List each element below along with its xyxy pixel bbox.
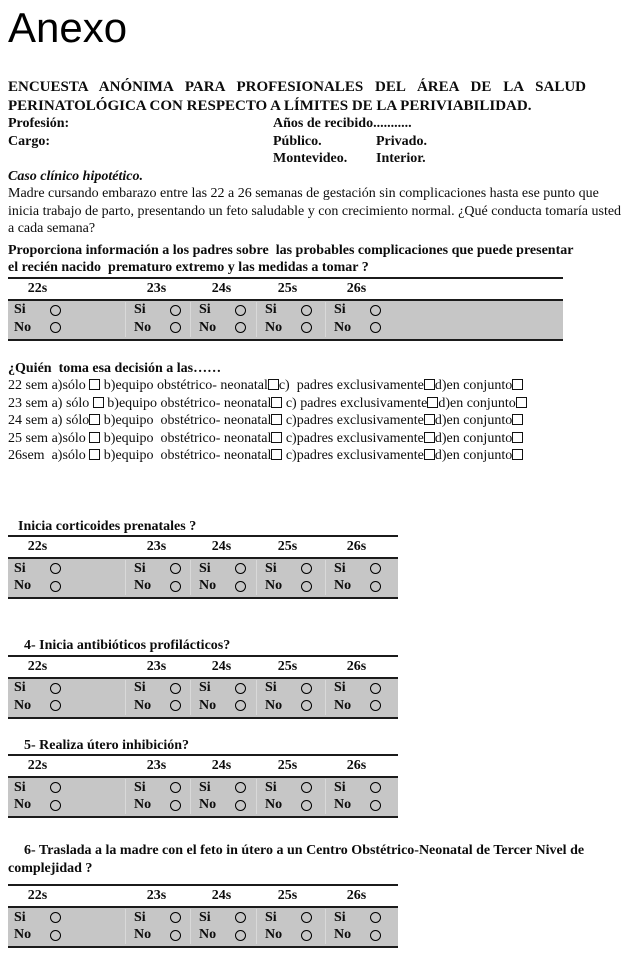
checkbox-icon[interactable]: [512, 414, 523, 425]
checkbox-icon[interactable]: [268, 379, 279, 390]
radio-icon[interactable]: [301, 782, 312, 793]
si-label: Si: [199, 560, 211, 576]
week-table-antibioticos: [8, 655, 398, 719]
cargo-label: Cargo:: [8, 133, 50, 149]
answer-band: [8, 299, 563, 341]
week-header-label: 25s: [277, 658, 298, 674]
option-d-label: d)en conjunto: [434, 448, 513, 463]
radio-icon[interactable]: [50, 782, 61, 793]
si-row: [8, 680, 398, 698]
option-c-label: c) padres exclusivamente: [282, 395, 428, 411]
radio-icon[interactable]: [301, 930, 312, 941]
si-label: Si: [265, 560, 277, 576]
radio-icon[interactable]: [301, 563, 312, 574]
option-d-label: d)en conjunto: [434, 378, 513, 393]
publico-option-label: Público.: [273, 133, 322, 149]
no-label: No: [265, 697, 283, 713]
si-label: Si: [199, 779, 211, 795]
radio-icon[interactable]: [235, 683, 246, 694]
no-row: [8, 697, 398, 715]
radio-icon[interactable]: [301, 700, 312, 711]
montevideo-option-label: Montevideo.: [273, 151, 348, 166]
week-table-header-row: [8, 886, 398, 906]
document-page: [8, 6, 620, 948]
si-label: Si: [14, 909, 26, 925]
profession-label: Profesión:: [8, 116, 70, 131]
checkbox-icon[interactable]: [424, 432, 435, 443]
week-table-header-row: [8, 537, 398, 557]
radio-icon[interactable]: [50, 912, 61, 923]
clinical-case-body: Madre cursando embarazo entre las 22 a 26 semanas de gestación sin complicaciones hasta ese punto que inicia trabajo de parto, presentando un feto saludable y con crecimiento normal. ¿Qué conducta tomaría usted a cada semana?: [8, 186, 622, 236]
week-header-label: 25s: [277, 888, 298, 903]
cargo-row: [8, 133, 620, 151]
week-header-label: 24s: [211, 758, 232, 773]
si-label: Si: [265, 680, 277, 696]
week-table-header-row: [8, 279, 563, 299]
option-d-label: d)en conjunto: [434, 430, 513, 446]
no-label: No: [334, 578, 352, 594]
si-label: Si: [334, 302, 346, 318]
no-label: No: [199, 578, 217, 594]
week-header-label: 23s: [146, 539, 167, 554]
checkbox-icon[interactable]: [424, 414, 435, 425]
option-c-label: c)padres exclusivamente: [282, 413, 424, 428]
option-c-label: c)padres exclusivamente: [282, 448, 424, 463]
no-row: [8, 927, 398, 945]
question-corticoides: Inicia corticoides prenatales ?: [18, 518, 197, 534]
no-label: No: [134, 697, 152, 713]
question-antibioticos: 4- Inicia antibióticos profilácticos?: [24, 638, 231, 653]
radio-icon[interactable]: [301, 305, 312, 316]
no-label: No: [334, 927, 352, 943]
si-label: Si: [14, 560, 26, 576]
profession-row: [8, 115, 620, 133]
si-label: Si: [334, 680, 346, 696]
survey-title: [8, 78, 586, 115]
radio-icon[interactable]: [50, 683, 61, 694]
week-label: 22 sem: [8, 378, 52, 393]
radio-icon[interactable]: [170, 322, 181, 333]
checkbox-icon[interactable]: [271, 414, 282, 425]
option-a-label: a) sólo: [51, 395, 93, 411]
si-label: Si: [334, 909, 346, 925]
interior-option-label: Interior.: [376, 151, 426, 166]
no-row: [8, 797, 398, 815]
si-label: Si: [134, 909, 146, 925]
no-label: No: [14, 578, 32, 594]
page-title: Anexo: [8, 4, 128, 51]
no-label: No: [14, 319, 32, 335]
week-header-label: 23s: [146, 658, 167, 674]
option-b-label: b)equipo obstétrico- neonatal: [100, 430, 272, 446]
checkbox-icon[interactable]: [89, 432, 100, 443]
radio-icon[interactable]: [370, 782, 381, 793]
decision-row-25: [8, 430, 620, 448]
no-row: [8, 319, 563, 337]
week-header-label: 24s: [211, 280, 232, 296]
answer-band: [8, 677, 398, 719]
no-label: No: [199, 319, 217, 335]
radio-icon[interactable]: [235, 305, 246, 316]
decision-heading: ¿Quién toma esa decisión a las……: [8, 360, 222, 376]
radio-icon[interactable]: [235, 563, 246, 574]
radio-icon[interactable]: [235, 322, 246, 333]
week-header-label: 25s: [277, 280, 298, 296]
radio-icon[interactable]: [170, 581, 181, 592]
no-label: No: [14, 697, 32, 713]
si-label: Si: [334, 779, 346, 795]
si-label: Si: [134, 779, 146, 795]
radio-icon[interactable]: [170, 912, 181, 923]
radio-icon[interactable]: [50, 800, 61, 811]
week-header-label: 26s: [346, 888, 367, 903]
no-label: No: [199, 697, 217, 713]
radio-icon[interactable]: [370, 800, 381, 811]
decision-row-26: [8, 447, 620, 465]
no-label: No: [334, 319, 352, 335]
no-label: No: [134, 319, 152, 335]
option-b-label: b)equipo obstétrico- neonatal: [100, 378, 268, 393]
week-header-label: 26s: [346, 658, 367, 674]
radio-icon[interactable]: [170, 800, 181, 811]
radio-icon[interactable]: [50, 305, 61, 316]
radio-icon[interactable]: [170, 782, 181, 793]
radio-icon[interactable]: [235, 700, 246, 711]
no-label: No: [334, 797, 352, 813]
option-d-label: d)en conjunto: [438, 395, 516, 411]
checkbox-icon[interactable]: [516, 397, 527, 408]
radio-icon[interactable]: [235, 581, 246, 592]
week-header-label: 25s: [277, 758, 298, 773]
si-label: Si: [199, 302, 211, 318]
si-label: Si: [14, 302, 26, 318]
checkbox-icon[interactable]: [427, 397, 438, 408]
week-label: 25 sem: [8, 430, 52, 446]
privado-option-label: Privado.: [376, 133, 427, 149]
week-header-label: 24s: [211, 539, 232, 554]
checkbox-icon[interactable]: [512, 432, 523, 443]
option-b-label: b)equipo obstétrico- neonatal: [103, 395, 272, 411]
radio-icon[interactable]: [235, 912, 246, 923]
week-header-label: 22s: [27, 539, 48, 554]
option-a-label: a) sólo: [51, 413, 90, 428]
option-a-label: a)sólo: [51, 430, 90, 446]
week-header-label: 26s: [346, 280, 367, 296]
radio-icon[interactable]: [235, 930, 246, 941]
no-label: No: [199, 927, 217, 943]
si-label: Si: [14, 779, 26, 795]
week-table-traslado: [8, 884, 398, 948]
radio-icon[interactable]: [370, 305, 381, 316]
checkbox-icon[interactable]: [424, 449, 435, 460]
week-header-label: 22s: [27, 888, 48, 903]
answer-band: [8, 776, 398, 818]
week-table-header-row: [8, 657, 398, 677]
radio-icon[interactable]: [370, 322, 381, 333]
week-table-corticoides: [8, 535, 398, 599]
no-label: No: [265, 319, 283, 335]
clinical-case-heading: Caso clínico hipotético.: [8, 168, 143, 184]
no-label: No: [14, 927, 32, 943]
radio-icon[interactable]: [301, 683, 312, 694]
radio-icon[interactable]: [50, 563, 61, 574]
radio-icon[interactable]: [301, 912, 312, 923]
option-b-label: b)equipo obstétrico- neonatal: [100, 413, 272, 428]
si-label: Si: [265, 302, 277, 318]
no-label: No: [265, 927, 283, 943]
si-label: Si: [265, 779, 277, 795]
years-received-label: Años de recibido...........: [273, 116, 412, 131]
week-table-info-padres: [8, 277, 563, 341]
si-row: [8, 560, 398, 578]
week-header-label: 23s: [146, 758, 167, 773]
week-label: 26sem: [8, 448, 52, 463]
answer-band: [8, 557, 398, 599]
week-label: 24 sem: [8, 413, 52, 428]
week-header-label: 23s: [146, 280, 167, 296]
radio-icon[interactable]: [170, 930, 181, 941]
no-label: No: [14, 797, 32, 813]
week-header-label: 24s: [211, 888, 232, 903]
option-b-label: b)equipo obstétrico- neonatal: [100, 448, 272, 463]
checkbox-icon[interactable]: [271, 432, 282, 443]
answer-band: [8, 906, 398, 948]
radio-icon[interactable]: [370, 683, 381, 694]
decision-row-22: [8, 377, 620, 395]
si-label: Si: [199, 680, 211, 696]
radio-icon[interactable]: [370, 930, 381, 941]
radio-icon[interactable]: [170, 700, 181, 711]
no-label: No: [265, 797, 283, 813]
radio-icon[interactable]: [170, 563, 181, 574]
radio-icon[interactable]: [370, 563, 381, 574]
no-label: No: [265, 578, 283, 594]
survey-title-line1: ENCUESTA ANÓNIMA PARA PROFESIONALES DEL ÁREA DE LA SALUD: [8, 79, 586, 95]
question-info-padres: Proporciona información a los padres sobre las probables complicaciones que puede presentar el recién nacido prematuro extremo y las medidas a tomar ?: [8, 242, 577, 275]
radio-icon[interactable]: [301, 322, 312, 333]
checkbox-icon[interactable]: [512, 449, 523, 460]
decision-row-23: [8, 395, 620, 413]
radio-icon[interactable]: [370, 912, 381, 923]
week-header-label: 26s: [346, 758, 367, 773]
week-header-label: 24s: [211, 658, 232, 674]
si-label: Si: [134, 680, 146, 696]
radio-icon[interactable]: [170, 683, 181, 694]
checkbox-icon[interactable]: [271, 449, 282, 460]
question-traslado: 6- Traslada a la madre con el feto in útero a un Centro Obstétrico-Neonatal de Tercer Nivel de complejidad ?: [8, 843, 585, 876]
no-label: No: [134, 927, 152, 943]
decision-row-24: [8, 412, 620, 430]
si-label: Si: [334, 560, 346, 576]
no-label: No: [134, 578, 152, 594]
si-label: Si: [199, 909, 211, 925]
radio-icon[interactable]: [235, 800, 246, 811]
radio-icon[interactable]: [370, 700, 381, 711]
si-label: Si: [134, 560, 146, 576]
radio-icon[interactable]: [301, 581, 312, 592]
week-header-label: 26s: [346, 539, 367, 554]
week-table-header-row: [8, 756, 398, 776]
checkbox-icon[interactable]: [512, 379, 523, 390]
week-table-utero: [8, 754, 398, 818]
option-a-label: a)sólo: [51, 378, 90, 393]
survey-title-line2: PERINATOLÓGICA CON RESPECTO A LÍMITES DE LA PERIVIABILIDAD.: [8, 97, 532, 114]
si-row: [8, 302, 563, 320]
week-header-label: 25s: [277, 539, 298, 554]
radio-icon[interactable]: [50, 322, 61, 333]
radio-icon[interactable]: [50, 581, 61, 592]
radio-icon[interactable]: [235, 782, 246, 793]
week-label: 23 sem: [8, 395, 52, 411]
no-label: No: [134, 797, 152, 813]
question-utero: 5- Realiza útero inhibición?: [24, 737, 190, 753]
si-label: Si: [14, 680, 26, 696]
radio-icon[interactable]: [301, 800, 312, 811]
option-c-label: c)padres exclusivamente: [282, 430, 424, 446]
si-label: Si: [134, 302, 146, 318]
week-header-label: 22s: [27, 658, 48, 674]
radio-icon[interactable]: [50, 700, 61, 711]
checkbox-icon[interactable]: [89, 379, 100, 390]
radio-icon[interactable]: [370, 581, 381, 592]
option-c-label: c) padres exclusivamente: [278, 378, 424, 393]
option-d-label: d)en conjunto: [434, 413, 513, 428]
no-label: No: [334, 697, 352, 713]
no-row: [8, 578, 398, 596]
checkbox-icon[interactable]: [424, 379, 435, 390]
week-header-label: 22s: [27, 280, 48, 296]
checkbox-icon[interactable]: [89, 414, 100, 425]
no-label: No: [199, 797, 217, 813]
checkbox-icon[interactable]: [89, 449, 100, 460]
radio-icon[interactable]: [170, 305, 181, 316]
si-row: [8, 779, 398, 797]
si-row: [8, 909, 398, 927]
option-a-label: a)sólo: [51, 448, 90, 463]
radio-icon[interactable]: [50, 930, 61, 941]
checkbox-icon[interactable]: [271, 397, 282, 408]
week-header-label: 23s: [146, 888, 167, 903]
week-header-label: 22s: [27, 758, 48, 773]
checkbox-icon[interactable]: [93, 397, 104, 408]
si-label: Si: [265, 909, 277, 925]
location-row: [8, 150, 620, 168]
